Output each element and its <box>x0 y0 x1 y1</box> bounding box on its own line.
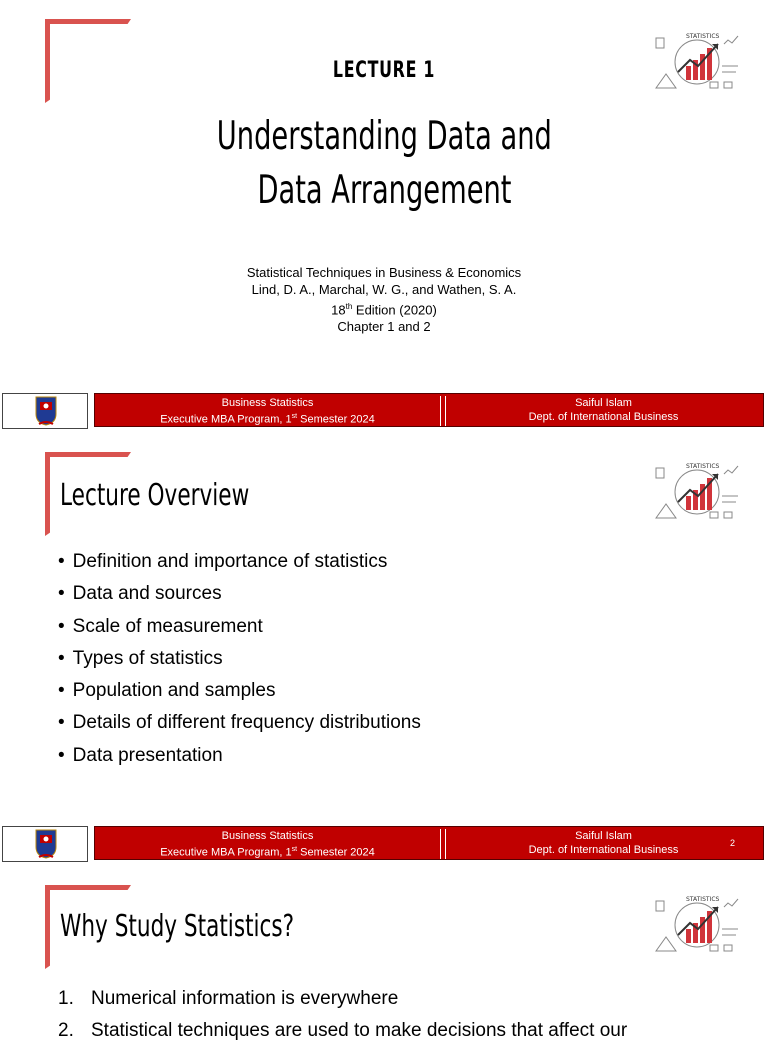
university-seal-icon <box>35 829 57 859</box>
slide-title-line-1: Understanding Data and <box>216 114 552 159</box>
lecture-label: LECTURE 1 <box>332 58 436 83</box>
overview-bullet-list <box>58 546 421 772</box>
university-seal-box <box>2 393 88 429</box>
slide-footer <box>0 825 768 863</box>
footer-course: Business Statistics <box>221 397 314 409</box>
slide-title: Lecture Overview <box>60 478 250 513</box>
footer-department: Dept. of International Business <box>528 844 679 856</box>
footer-bar <box>94 393 764 427</box>
footer-course: Business Statistics <box>221 830 314 842</box>
page-number: 2 <box>729 838 735 848</box>
list-item: • Population and samples <box>58 675 421 707</box>
slide-1 <box>0 0 768 392</box>
authors: Lind, D. A., Marchal, W. G., and Wathen, S. A. <box>251 282 517 297</box>
slide-footer <box>0 392 768 430</box>
statistics-logo-icon <box>652 893 742 955</box>
slide-title-line-2: Data Arrangement <box>256 168 512 213</box>
edition: 18th Edition (2020) <box>331 302 437 318</box>
footer-program: Executive MBA Program, 1st Semester 2024 <box>160 413 375 426</box>
list-item: • Details of different frequency distributions <box>58 707 421 739</box>
footer-instructor: Saiful Islam <box>575 397 632 409</box>
list-item: • Data and sources <box>58 578 421 610</box>
svg-text:STATISTICS: STATISTICS <box>686 463 720 470</box>
slide-title: Why Study Statistics? <box>60 909 295 944</box>
list-item: • Data presentation <box>58 740 421 772</box>
svg-text:STATISTICS: STATISTICS <box>686 896 720 903</box>
footer-department: Dept. of International Business <box>528 411 679 423</box>
numbered-item: 1. Numerical information is everywhere <box>58 988 399 1009</box>
book-title: Statistical Techniques in Business & Economics <box>246 265 522 280</box>
university-seal-icon <box>35 396 57 426</box>
chapters: Chapter 1 and 2 <box>337 319 431 335</box>
footer-instructor: Saiful Islam <box>575 830 632 842</box>
university-seal-box <box>2 826 88 862</box>
list-item: • Definition and importance of statistics <box>58 546 421 578</box>
numbered-item: 2. Statistical techniques are used to make decisions that affect our <box>58 1020 628 1041</box>
statistics-logo-icon <box>652 460 742 522</box>
footer-bar <box>94 826 764 860</box>
logo-label: STATISTICS <box>686 33 720 40</box>
list-item: • Scale of measurement <box>58 611 421 643</box>
slide-3 <box>0 863 768 1041</box>
list-item: • Types of statistics <box>58 643 421 675</box>
footer-program: Executive MBA Program, 1st Semester 2024 <box>160 846 375 859</box>
